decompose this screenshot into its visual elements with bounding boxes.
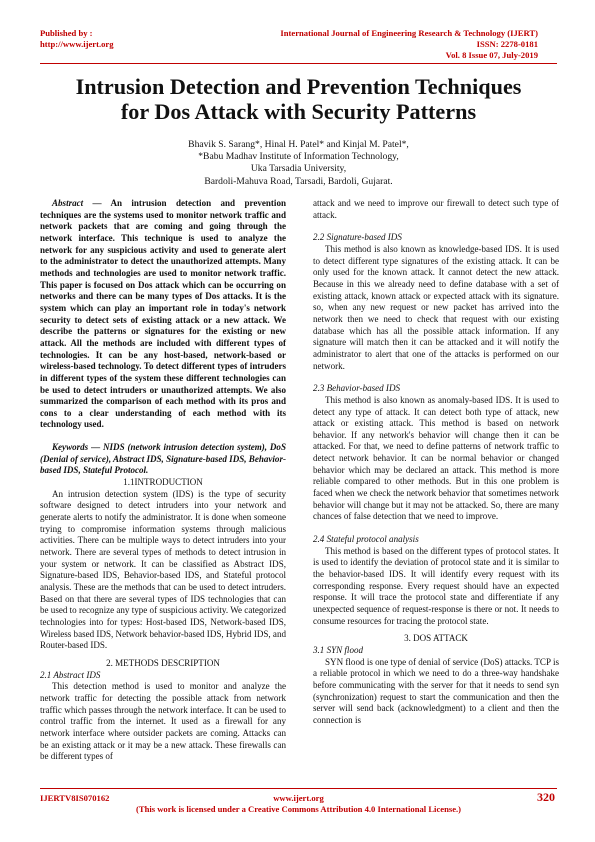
title-line-2: for Dos Attack with Security Patterns [120,99,477,124]
footer-url-link[interactable]: www.ijert.org [273,793,324,803]
footer-rule [40,788,557,789]
subsection-heading-abstract-ids: 2.1 Abstract IDS [40,669,101,680]
journal-url-link[interactable]: http://www.ijert.org [40,39,114,49]
keywords-text: — NIDS (network intrusion detection system), DoS (Denial of service), Abstract IDS, Signature-based IDS, Behavior-based IDS, Stateful Protocol. [40,442,286,476]
author-address: Bardoli-Mahuva Road, Tarsadi, Bardoli, Gujarat. [204,175,393,187]
paper-title [40,74,557,124]
paper-id: IJERTV8IS070162 [40,793,110,803]
stateful-protocol-text: This method is based on the different types of protocol states. It is used to identify the deviation of protocol state and it is similar to the behavior-based IDS. It will identify every request with its corresponding response. Every request should have an expected response. It will trace the protocol state and differentiate if any unexpected sequence of request-response is there or not. It needs to consume resources for tracing the protocol state. [313,545,559,626]
author-affiliation: *Babu Madhav Institute of Information Technology, [198,151,399,163]
title-line-1: Intrusion Detection and Prevention Techniques [75,74,522,99]
section-heading-dos-attack: 3. DOS ATTACK [404,633,468,644]
volume-issue: Vol. 8 Issue 07, July-2019 [445,50,538,60]
behavior-ids-text: This method is also known as anomaly-based IDS. It is used to detect any type of attack. It can detect both type of attack, new attack or existing attack. This method is based on network behavior. If any network's behavior will change then it can be attacked. For that, we need to define patterns of network traffic to detect network behavior. It can be normal behavior or changed behavior which may be declared an attack. This method is more reliable compared to other methods. But in this one problem is faced when we check the network behavior that sometimes network behavior will change but it may not be attacked. So, there are many chances of false detection that we need to improve. [313,394,559,522]
signature-ids-text: This method is also known as knowledge-based IDS. It is used to detect different type signatures of the existing attack. It can be only used for the known attack. It cannot detect the new attack. Because in this we already need to define database with a set of existing attack, known attack or expected attack with its signature. so, when any new request or new packet has arrived into the network then we need to check that request with our existing database which has all the possible attack information. If any signature will match then it can be attacked and it will notify the administrator to alert that one of the attacks is performed on our network. [313,243,559,371]
author-university: Uka Tarsadia University, [250,163,347,175]
header-right [280,28,538,61]
keywords [40,442,286,477]
abstract-label: Abstract [52,198,84,208]
header-left [40,28,114,50]
author-block [40,139,557,188]
abstract [40,198,286,431]
license-note: (This work is licensed under a Creative Commons Attribution 4.0 International License.) [135,804,462,814]
subsection-heading-behavior-ids: 2.3 Behavior-based IDS [313,383,401,394]
author-names: Bhavik S. Sarang*, Hinal H. Patel* and Kinjal M. Patel*, [188,139,409,150]
publisher-label: Published by : [40,28,93,38]
journal-name: International Journal of Engineering Research & Technology (IJERT) [280,28,538,38]
page-number: 320 [537,790,555,804]
subsection-heading-syn-flood: 3.1 SYN flood [313,644,364,655]
left-column [40,198,286,763]
section-heading-introduction: 1.1INTRODUCTION [123,477,203,488]
keywords-label: Keywords [52,442,89,453]
abstract-ids-text-continued: attack and we need to improve our firewall to detect such type of attack. [313,198,559,220]
abstract-text: — An intrusion detection and prevention techniques are the systems used to monitor network traffic and network packets that are coming and going through the network interface. This technique is used to analyze the network for any suspicious activity and used to generate alert to the administrator to detect the unauthorized attempts. Many methods and technologies are used to monitor network traffic. This paper is focused on Dos attack which can be occurring on networks and there can be many types of Dos attacks. It is the system which can play an important role in today's network security to detect sets of existing attack or a new attack. We describe the patterns or signatures for the existing or new attack. All the methods are included with different types of technologies. It can be any host-based, network-based or wireless-based technology. To detect different types of intruders in different types of the system these different technologies can be used to detect intruders or unauthorized attempts. We also summarized the comparison of each method with its pros and cons to a clear understanding of each method with its technology used. [40,198,286,430]
section-heading-methods: 2. METHODS DESCRIPTION [106,657,220,668]
subsection-heading-signature-ids: 2.2 Signature-based IDS [313,232,402,243]
subsection-heading-stateful-protocol: 2.4 Stateful protocol analysis [313,534,419,545]
syn-flood-text: SYN flood is one type of denial of service (DoS) attacks. TCP is a reliable protocol in which we need to do a three-way handshake before communicating with the server for that it needs to send syn (synchronization) request to start the communication and then the server will send back (acknowledgment) to a client and then the connection is [313,656,559,725]
right-column [313,198,559,727]
abstract-ids-text: This detection method is used to monitor and analyze the network traffic for detecting the possible attack from network traffic which passes through the network interface. It can be used to control traffic from the internet. It used as a firewall for any network interface where outsider packets are coming. Attacks can be an existing attack or it may be a new attack. These firewalls can be different types of [40,681,286,762]
issn: ISSN: 2278-0181 [476,39,538,49]
header-rule [40,63,557,64]
introduction-text: An intrusion detection system (IDS) is the type of security software designed to detect intruders into your network and generate alerts to notify the administrator. It is done when someone trying to compromise information systems through malicious activities. There can be multiple ways to detect intruders into your network. There are several types of methods to detect intrusion in your system or network. It can be classified as Abstract IDS, Signature-based IDS, Behavior-based IDS, and Stateful protocol analysis. These are the methods that can be used to detect intruders. Based on that there are several types of IDS technologies that can be used to recognize any type of suspicious activity. We categorized technologies into for types: Host-based IDS, Network-based IDS, Wireless based IDS, Network behavior-based IDS, Hybrid IDS, and Router-based IDS. [40,488,286,651]
footer-center [40,793,557,815]
